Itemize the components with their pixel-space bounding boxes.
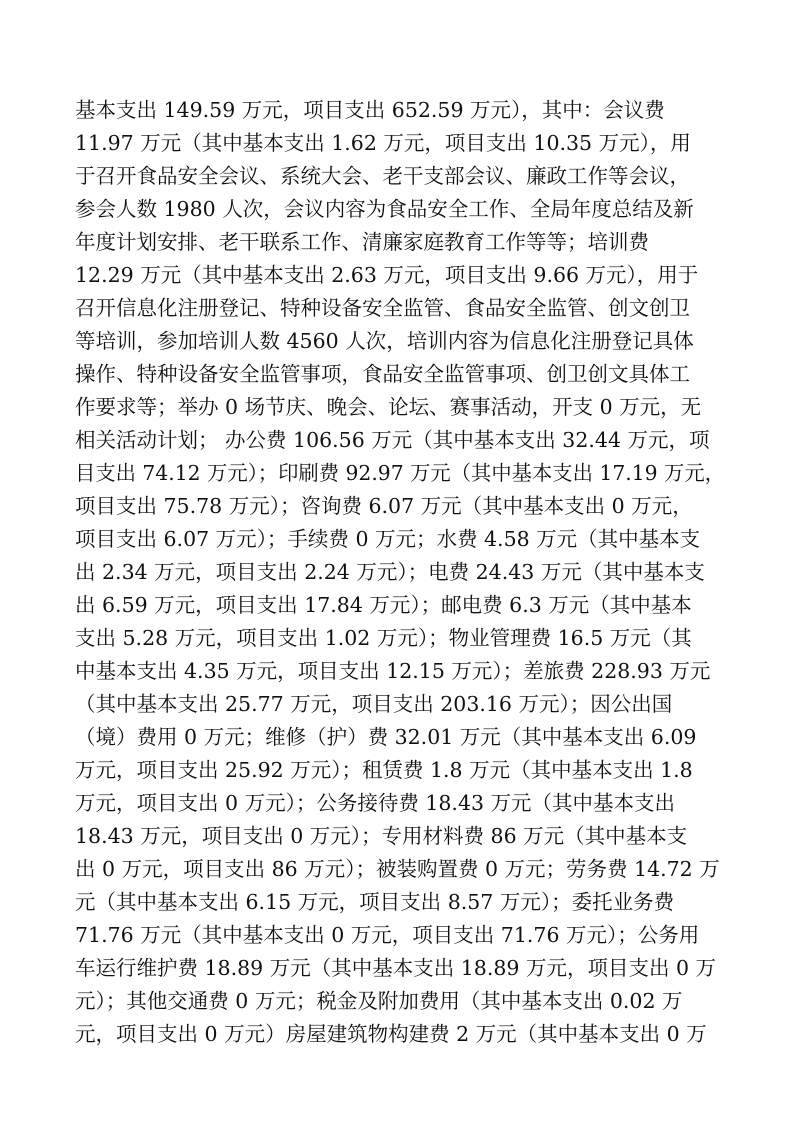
paragraph-line: 年度计划安排、老干联系工作、清廉家庭教育工作等等；培训费: [75, 230, 649, 254]
paragraph-line: 基本支出 149.59 万元，项目支出 652.59 万元），其中：会议费: [75, 98, 665, 122]
paragraph-line: 相关活动计划； 办公费 106.56 万元（其中基本支出 32.44 万元，项: [75, 428, 710, 452]
paragraph-line: 中基本支出 4.35 万元，项目支出 12.15 万元）；差旅费 228.93 万元: [75, 659, 711, 683]
paragraph-line: 出 2.34 万元，项目支出 2.24 万元）；电费 24.43 万元（其中基本支: [75, 560, 705, 584]
paragraph-line: 出 0 万元，项目支出 86 万元）；被装购置费 0 万元；劳务费 14.72 万: [75, 857, 720, 881]
paragraph-line: 71.76 万元（其中基本支出 0 万元，项目支出 71.76 万元）；公务用: [75, 923, 700, 947]
paragraph-line: 支出 5.28 万元，项目支出 1.02 万元）；物业管理费 16.5 万元（其: [75, 626, 692, 650]
paragraph-line: 12.29 万元（其中基本支出 2.63 万元，项目支出 9.66 万元），用于: [75, 263, 699, 287]
paragraph-line: 等培训，参加培训人数 4560 人次，培训内容为信息化注册登记具体: [75, 329, 694, 353]
paragraph-line: 11.97 万元（其中基本支出 1.62 万元，项目支出 10.35 万元），用: [75, 131, 691, 155]
paragraph-line: 召开信息化注册登记、特种设备安全监管、食品安全监管、创文创卫: [75, 296, 690, 320]
paragraph-line: （境）费用 0 万元；维修（护）费 32.01 万元（其中基本支出 6.09: [75, 725, 697, 749]
paragraph-line: （其中基本支出 25.77 万元，项目支出 203.16 万元）；因公出国: [75, 692, 673, 716]
paragraph-line: 18.43 万元，项目支出 0 万元）；专用材料费 86 万元（其中基本支: [75, 824, 688, 848]
paragraph-line: 项目支出 75.78 万元）；咨询费 6.07 万元（其中基本支出 0 万元，: [75, 494, 693, 518]
paragraph-line: 项目支出 6.07 万元）；手续费 0 万元；水费 4.58 万元（其中基本支: [75, 527, 701, 551]
paragraph-line: 目支出 74.12 万元）；印刷费 92.97 万元（其中基本支出 17.19 万元，: [75, 461, 725, 485]
paragraph-line: 作要求等；举办 0 场节庆、晚会、论坛、赛事活动，开支 0 万元，无: [75, 395, 702, 419]
paragraph-line: 元，项目支出 0 万元）房屋建筑物构建费 2 万元（其中基本支出 0 万: [75, 1022, 707, 1046]
paragraph-line: 出 6.59 万元，项目支出 17.84 万元）；邮电费 6.3 万元（其中基本: [75, 593, 692, 617]
paragraph-line: 万元，项目支出 25.92 万元）；租赁费 1.8 万元（其中基本支出 1.8: [75, 758, 693, 782]
paragraph-line: 车运行维护费 18.89 万元（其中基本支出 18.89 万元，项目支出 0 万: [75, 956, 717, 980]
paragraph-line: 元（其中基本支出 6.15 万元，项目支出 8.57 万元）；委托业务费: [75, 890, 675, 914]
paragraph-line: 于召开食品安全会议、系统大会、老干支部会议、廉政工作等会议，: [75, 164, 690, 188]
paragraph-line: 元）；其他交通费 0 万元；税金及附加费用（其中基本支出 0.02 万: [75, 989, 683, 1013]
paragraph-line: 参会人数 1980 人次，会议内容为食品安全工作、全局年度总结及新: [75, 197, 694, 221]
paragraph-line: 操作、特种设备安全监管事项，食品安全监管事项、创卫创文具体工: [75, 362, 690, 386]
paragraph-line: 万元，项目支出 0 万元）；公务接待费 18.43 万元（其中基本支出: [75, 791, 676, 815]
